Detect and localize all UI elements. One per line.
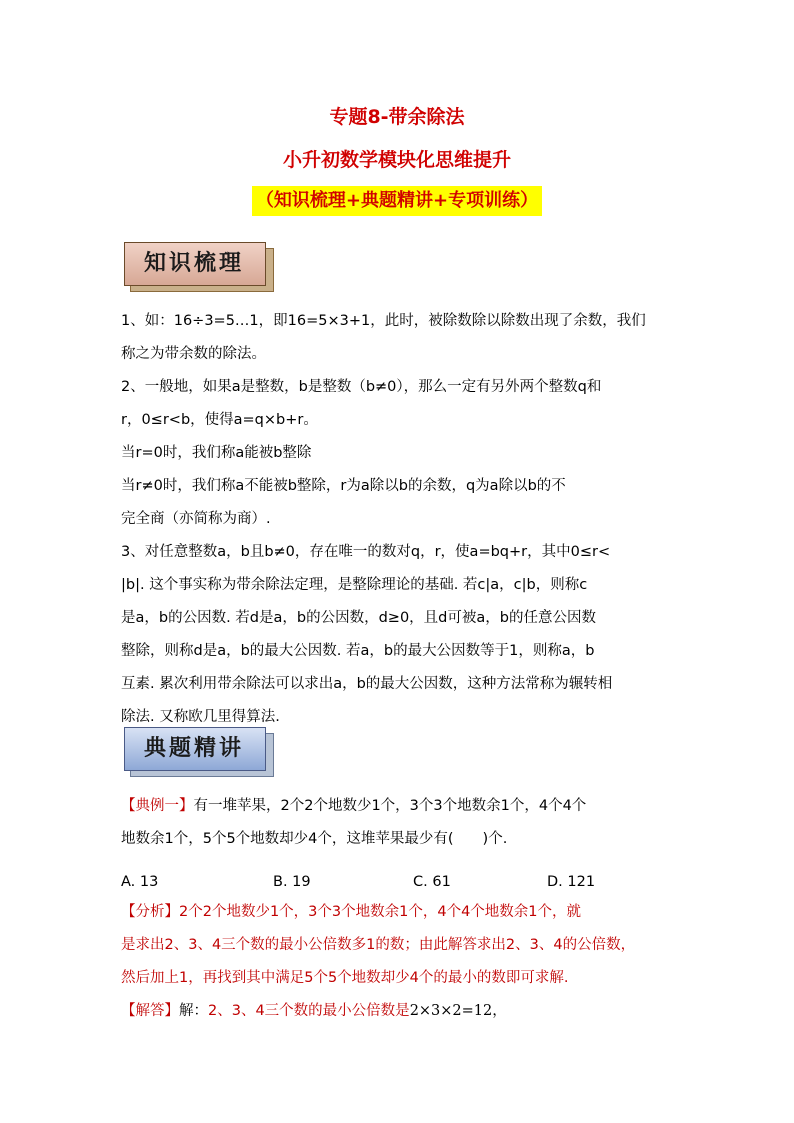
knowledge-line: 互素. 累次利用带余除法可以求出a，b的最大公因数，这种方法常称为辗转相: [121, 676, 613, 692]
knowledge-line: 当r≠0时，我们称a不能被b整除，r为a除以b的余数，q为a除以b的不: [121, 478, 566, 494]
choice-a: A. 13: [121, 874, 159, 890]
knowledge-line: 称之为带余数的除法。: [121, 346, 266, 362]
knowledge-line: 1、如：16÷3=5…1，即16=5×3+1，此时，被除数除以除数出现了余数，我们: [121, 313, 646, 329]
knowledge-line: |b|. 这个事实称为带余除法定理，是整除理论的基础. 若c|a，c|b，则称c: [121, 577, 588, 593]
knowledge-line: 是a，b的公因数. 若d是a，b的公因数，d≥0，且d可被a，b的任意公因数: [121, 610, 596, 626]
title-topic: 专题8-带余除法: [329, 106, 465, 128]
example-question: [121, 790, 681, 856]
knowledge-line: 3、对任意整数a，b且b≠0，存在唯一的数对q，r，使a=bq+r，其中0≤r<: [121, 544, 611, 560]
choice-d: D. 121: [547, 874, 596, 890]
answer-text: 2、3、4三个数的最小公倍数是: [208, 1003, 410, 1019]
answer-lead: 解：: [179, 1003, 208, 1019]
analysis-text: 2个2个地数少1个，3个3个地数余1个，4个4个地数余1个，就: [179, 904, 582, 920]
example-line: [121, 790, 681, 823]
analysis-tag: 【分析】: [121, 904, 179, 920]
answer-block: [121, 995, 681, 1028]
title-tagline-highlight: （知识梳理+典题精讲+专项训练）: [252, 186, 542, 216]
section-badge-knowledge: [124, 242, 272, 292]
answer-choices: [121, 867, 681, 897]
badge-label: 典题精讲: [143, 735, 244, 761]
section-badge-examples: [124, 727, 272, 777]
analysis-block: [121, 896, 681, 995]
title-tagline-wrap: [0, 186, 794, 216]
answer-tail: ，: [492, 1003, 507, 1019]
choice-c: C. 61: [413, 874, 451, 890]
analysis-line: [121, 896, 681, 929]
analysis-line: 是求出2、3、4三个数的最小公倍数多1的数；由此解答求出2、3、4的公倍数，: [121, 937, 636, 953]
example-text: 有一堆苹果，2个2个地数少1个，3个3个地数余1个，4个4个: [193, 798, 587, 814]
knowledge-line: 整除，则称d是a，b的最大公因数. 若a，b的最大公因数等于1，则称a，b: [121, 643, 595, 659]
answer-formula: 2×3×2=12: [409, 1003, 493, 1019]
title-subtitle: 小升初数学模块化思维提升: [282, 149, 511, 171]
knowledge-line: 完全商（亦简称为商）.: [121, 511, 271, 527]
badge-label: 知识梳理: [143, 250, 244, 276]
knowledge-line: r，0≤r<b，使得a=q×b+r。: [121, 412, 318, 428]
analysis-line: 然后加上1，再找到其中满足5个5个地数却少4个的最小的数即可求解.: [121, 970, 569, 986]
knowledge-line: 2、一般地，如果a是整数，b是整数（b≠0），那么一定有另外两个整数q和: [121, 379, 602, 395]
answer-tag: 【解答】: [121, 1003, 179, 1019]
knowledge-text: [121, 305, 681, 734]
choice-b: B. 19: [273, 874, 311, 890]
knowledge-line: 除法. 又称欧几里得算法.: [121, 709, 280, 725]
example-tag: 【典例一】: [121, 798, 194, 814]
knowledge-line: 当r=0时，我们称a能被b整除: [121, 445, 312, 461]
example-line: 地数余1个，5个5个地数却少4个，这堆苹果最少有( )个.: [121, 831, 508, 847]
answer-line: [121, 995, 681, 1028]
